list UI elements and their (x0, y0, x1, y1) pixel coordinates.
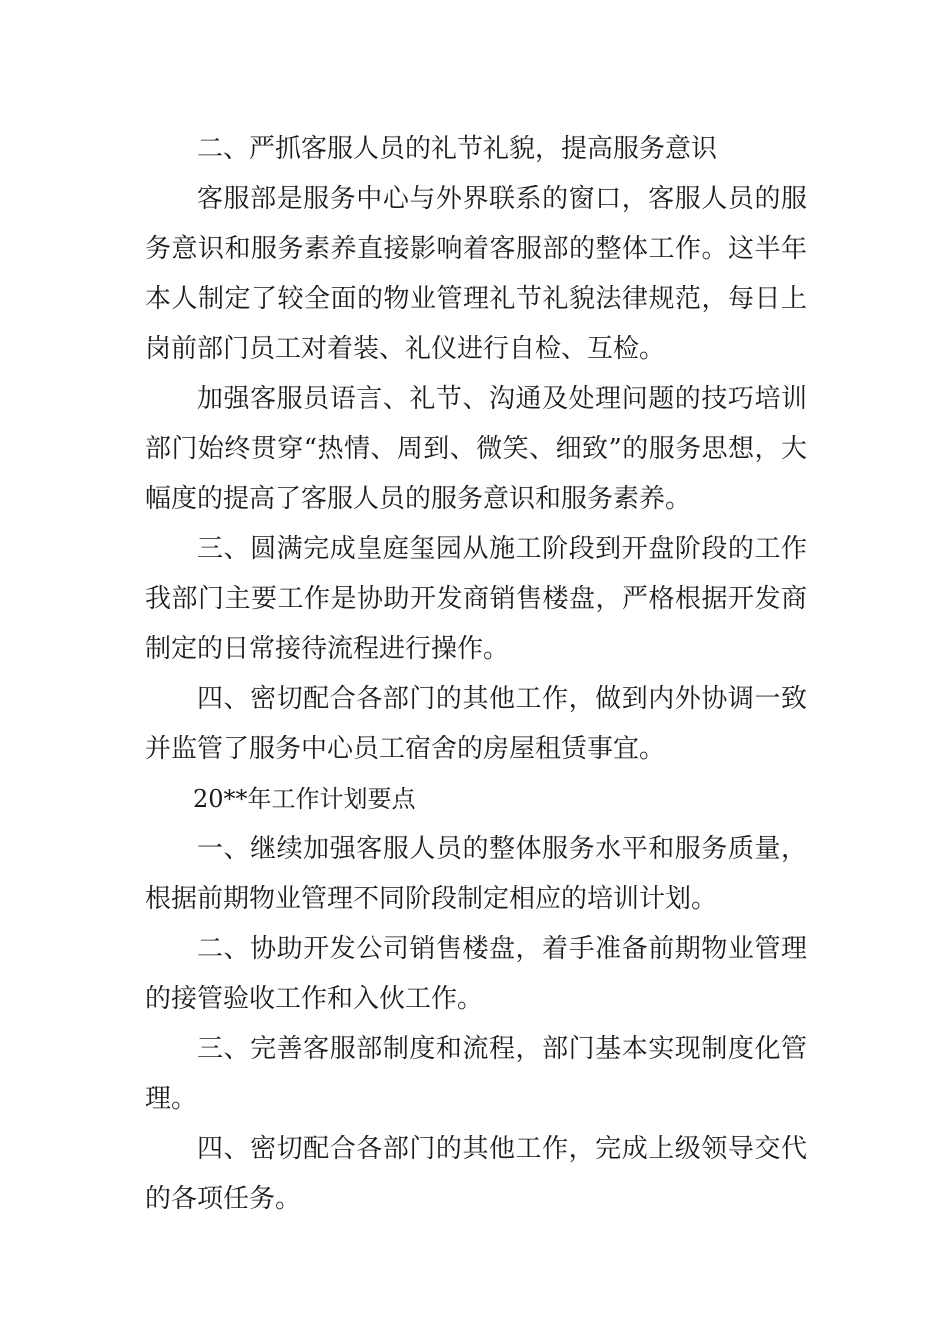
paragraph-project-completion: 三、圆满完成皇庭玺园从施工阶段到开盘阶段的工作我部门主要工作是协助开发商销售楼盘，严格根据开发商制定的日常接待流程进行操作。 (145, 534, 807, 664)
paragraph-service-window: 客服部是服务中心与外界联系的窗口，客服人员的服务意识和服务素养直接影响着客服部的整体工作。这半年本人制定了较全面的物业管理礼节礼貌法律规范，每日上岗前部门员工对着装、礼仪进行自检、互检。 (145, 184, 807, 364)
document-body (145, 124, 807, 1224)
plan-item-4: 四、密切配合各部门的其他工作，完成上级领导交代的各项任务。 (145, 1134, 807, 1214)
plan-heading: 20**年工作计划要点 (193, 785, 416, 813)
paragraph-cooperation: 四、密切配合各部门的其他工作，做到内外协调一致并监管了服务中心员工宿舍的房屋租赁事宜。 (145, 684, 807, 764)
plan-item-3: 三、完善客服部制度和流程，部门基本实现制度化管理。 (145, 1034, 807, 1114)
section-heading-etiquette: 二、严抓客服人员的礼节礼貌，提高服务意识 (197, 134, 718, 164)
plan-item-1: 一、继续加强客服人员的整体服务水平和服务质量，根据前期物业管理不同阶段制定相应的培训计划。 (145, 834, 807, 914)
plan-item-2: 二、协助开发公司销售楼盘，着手准备前期物业管理的接管验收工作和入伙工作。 (145, 934, 807, 1014)
paragraph-training: 加强客服员语言、礼节、沟通及处理问题的技巧培训部门始终贯穿“热情、周到、微笑、细致”的服务思想，大幅度的提高了客服人员的服务意识和服务素养。 (145, 384, 807, 514)
